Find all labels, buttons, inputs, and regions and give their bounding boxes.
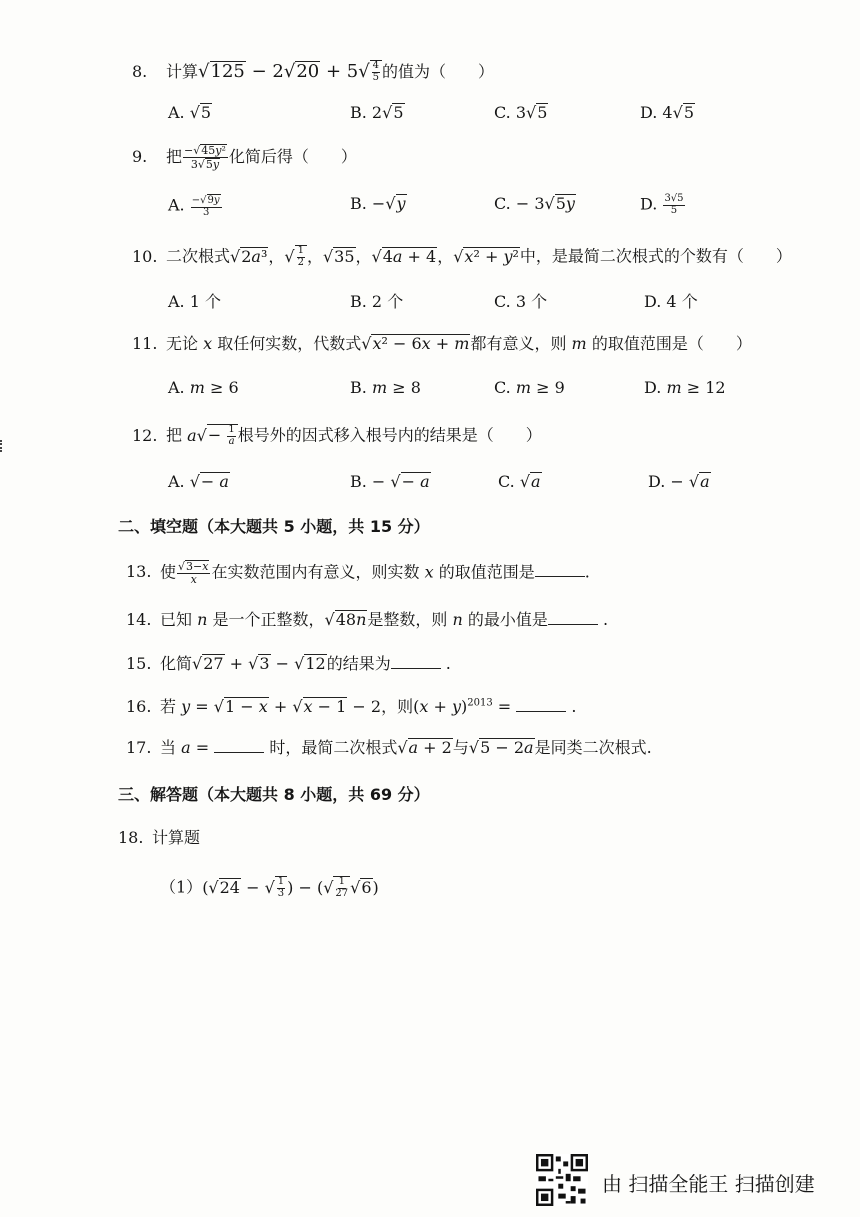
question-text: 与 xyxy=(452,738,469,757)
question-text: 的结果为 xyxy=(326,654,391,673)
options-12 xyxy=(168,472,748,498)
question-text: 计算 xyxy=(166,62,199,81)
answer-blank[interactable] xyxy=(214,738,264,753)
question-18 xyxy=(118,828,200,847)
math-expression: √5 − 2a xyxy=(468,738,534,757)
question-number: 10. xyxy=(132,246,158,266)
question-number: 17. xyxy=(126,738,152,757)
question-number: 9. xyxy=(132,147,148,167)
question-text: 的取值范围是 xyxy=(438,562,535,582)
question-18-part-1 xyxy=(160,876,379,899)
question-number: 18. xyxy=(118,828,144,847)
option-a[interactable]: A. $\frac{-√9y}{3}$ xyxy=(168,195,220,218)
option-c[interactable]: C. 3 个 xyxy=(494,292,548,311)
question-text: 是整数，则 xyxy=(367,610,448,629)
question-text: 的最小值是 xyxy=(467,610,548,629)
math-expression: y = √1 − x + √x − 1 − 2 xyxy=(181,697,382,716)
answer-blank[interactable] xyxy=(535,562,585,577)
math-expression: √125 − 2√20 + 5√ $\frac{4}{5}$ xyxy=(198,61,382,82)
question-text: 把 xyxy=(166,147,183,167)
question-text: 二次根式 xyxy=(166,246,231,266)
math-expression: √x² − 6x + m xyxy=(361,334,470,353)
question-16: 16. 若 y = √1 − x + √x − 1 − 2，则$(x + y)^{2013}$ = . xyxy=(126,697,577,716)
question-number: 12. xyxy=(132,425,158,445)
question-text: 都有意义，则 xyxy=(470,334,567,353)
question-text: 无论 xyxy=(166,334,199,353)
section-heading-solve: 三、解答题（本大题共 8 小题，共 69 分） xyxy=(118,785,430,804)
options-11 xyxy=(168,378,748,404)
question-number: 8. xyxy=(132,62,148,81)
option-d[interactable]: D. 4 个 xyxy=(644,292,698,311)
option-c[interactable]: C. − 3√5y xyxy=(494,194,575,213)
option-d[interactable]: D. $\frac{3√5}{5}$ xyxy=(640,193,684,216)
option-c[interactable]: C. m ≥ 9 xyxy=(494,378,565,397)
question-number: 15. xyxy=(126,654,152,673)
question-17: 17. 当 a = 时，最简二次根式√a + 2与√5 − 2a是同类二次根式. xyxy=(126,738,652,757)
question-number: 16. xyxy=(126,697,152,716)
question-9 xyxy=(132,144,357,171)
option-b[interactable]: B. −√y xyxy=(350,194,406,213)
option-b[interactable]: B. m ≥ 8 xyxy=(350,378,421,397)
question-text: 把 xyxy=(166,425,183,445)
question-text: 化简 xyxy=(160,654,193,673)
math-expression: a√− $\frac{1}{a}$ xyxy=(187,426,238,445)
question-text: 根号外的因式移入根号内的结果是（ ） xyxy=(237,425,542,445)
math-expression: (√24 − √ $\frac{1}{3}$ ) − (√ $\frac{1}{27}$ √6) xyxy=(202,876,379,899)
option-a[interactable]: A. m ≥ 6 xyxy=(168,378,239,397)
question-number: 13. xyxy=(126,562,152,582)
options-10 xyxy=(168,292,728,318)
section-heading-fill-in: 二、填空题（本大题共 5 小题，共 15 分） xyxy=(118,517,430,536)
question-text: 计算题 xyxy=(152,828,201,847)
option-a[interactable]: A. 1 个 xyxy=(168,292,221,311)
option-d[interactable]: D. − √a xyxy=(648,472,710,491)
option-c[interactable]: C. √a xyxy=(498,472,541,491)
question-text: 中，是最简二次根式的个数有（ ） xyxy=(519,246,792,266)
option-b[interactable]: B. 2 个 xyxy=(350,292,404,311)
math-expression: √48n xyxy=(324,610,367,629)
qr-code-icon xyxy=(536,1154,588,1206)
question-text: 已知 xyxy=(160,610,193,629)
question-number: 11. xyxy=(132,334,158,353)
question-text: 是同类二次根式. xyxy=(534,738,652,757)
question-13: 13. 使 $\frac{√3-x}{x}$ 在实数范围内有意义，则实数 x 的取值范围是 . xyxy=(126,560,590,587)
math-expression: $\frac{\text{−√45y²}}{3√5y}$ xyxy=(184,144,226,172)
question-text: 化简后得（ ） xyxy=(228,147,357,167)
sub-question-label: （1） xyxy=(160,877,203,897)
math-expression: √2a³，√ $\frac{1}{2}$ ，√35，√4a + 4，√x² + y² xyxy=(230,245,519,268)
math-expression: √27 + √3 − √12 xyxy=(192,654,326,673)
scanner-watermark xyxy=(536,1154,846,1204)
question-text: 当 xyxy=(160,738,177,757)
question-10 xyxy=(132,245,792,268)
question-number: 14. xyxy=(126,610,152,629)
question-text: 若 xyxy=(160,697,177,716)
option-a[interactable]: A. √5 xyxy=(168,103,212,122)
answer-blank[interactable] xyxy=(516,697,566,712)
question-text: 取任何实数，代数式 xyxy=(217,334,362,353)
watermark-text: 由 扫描全能王 扫描创建 xyxy=(602,1172,815,1196)
answer-blank[interactable] xyxy=(391,654,441,669)
option-b[interactable]: B. − √− a xyxy=(350,472,430,491)
options-8 xyxy=(168,103,728,129)
option-d[interactable]: D. 4√5 xyxy=(640,103,694,122)
math-expression: $\frac{√3-x}{x}$ xyxy=(178,560,209,587)
question-8 xyxy=(132,60,494,83)
question-text: 的值为（ ） xyxy=(382,62,495,81)
question-14: 14. 已知 n 是一个正整数，√48n是整数，则 n 的最小值是 . xyxy=(126,610,609,629)
question-text: 时，最简二次根式 xyxy=(269,738,398,757)
option-d[interactable]: D. m ≥ 12 xyxy=(644,378,726,397)
math-expression: √a + 2 xyxy=(397,738,452,757)
question-text: 的取值范围是（ ） xyxy=(591,334,752,353)
option-c[interactable]: C. 3√5 xyxy=(494,103,548,122)
answer-blank[interactable] xyxy=(548,610,598,625)
question-15: 15. 化简√27 + √3 − √12的结果为 . xyxy=(126,654,451,673)
question-text: 使 xyxy=(160,562,177,582)
math-expression: $(x + y)^{2013}$ = xyxy=(413,697,517,716)
question-11: 11. 无论 x 取任何实数，代数式√x² − 6x + m都有意义，则 m 的取值范围是（ ） xyxy=(132,334,752,353)
question-text: 在实数范围内有意义，则实数 xyxy=(211,562,420,582)
options-9 xyxy=(168,194,728,220)
margin-mark xyxy=(0,440,6,452)
question-text: 是一个正整数， xyxy=(212,610,325,629)
option-a[interactable]: A. √− a xyxy=(168,472,229,491)
option-b[interactable]: B. 2√5 xyxy=(350,103,404,122)
question-12 xyxy=(132,424,542,447)
question-text: ，则 xyxy=(381,697,414,716)
